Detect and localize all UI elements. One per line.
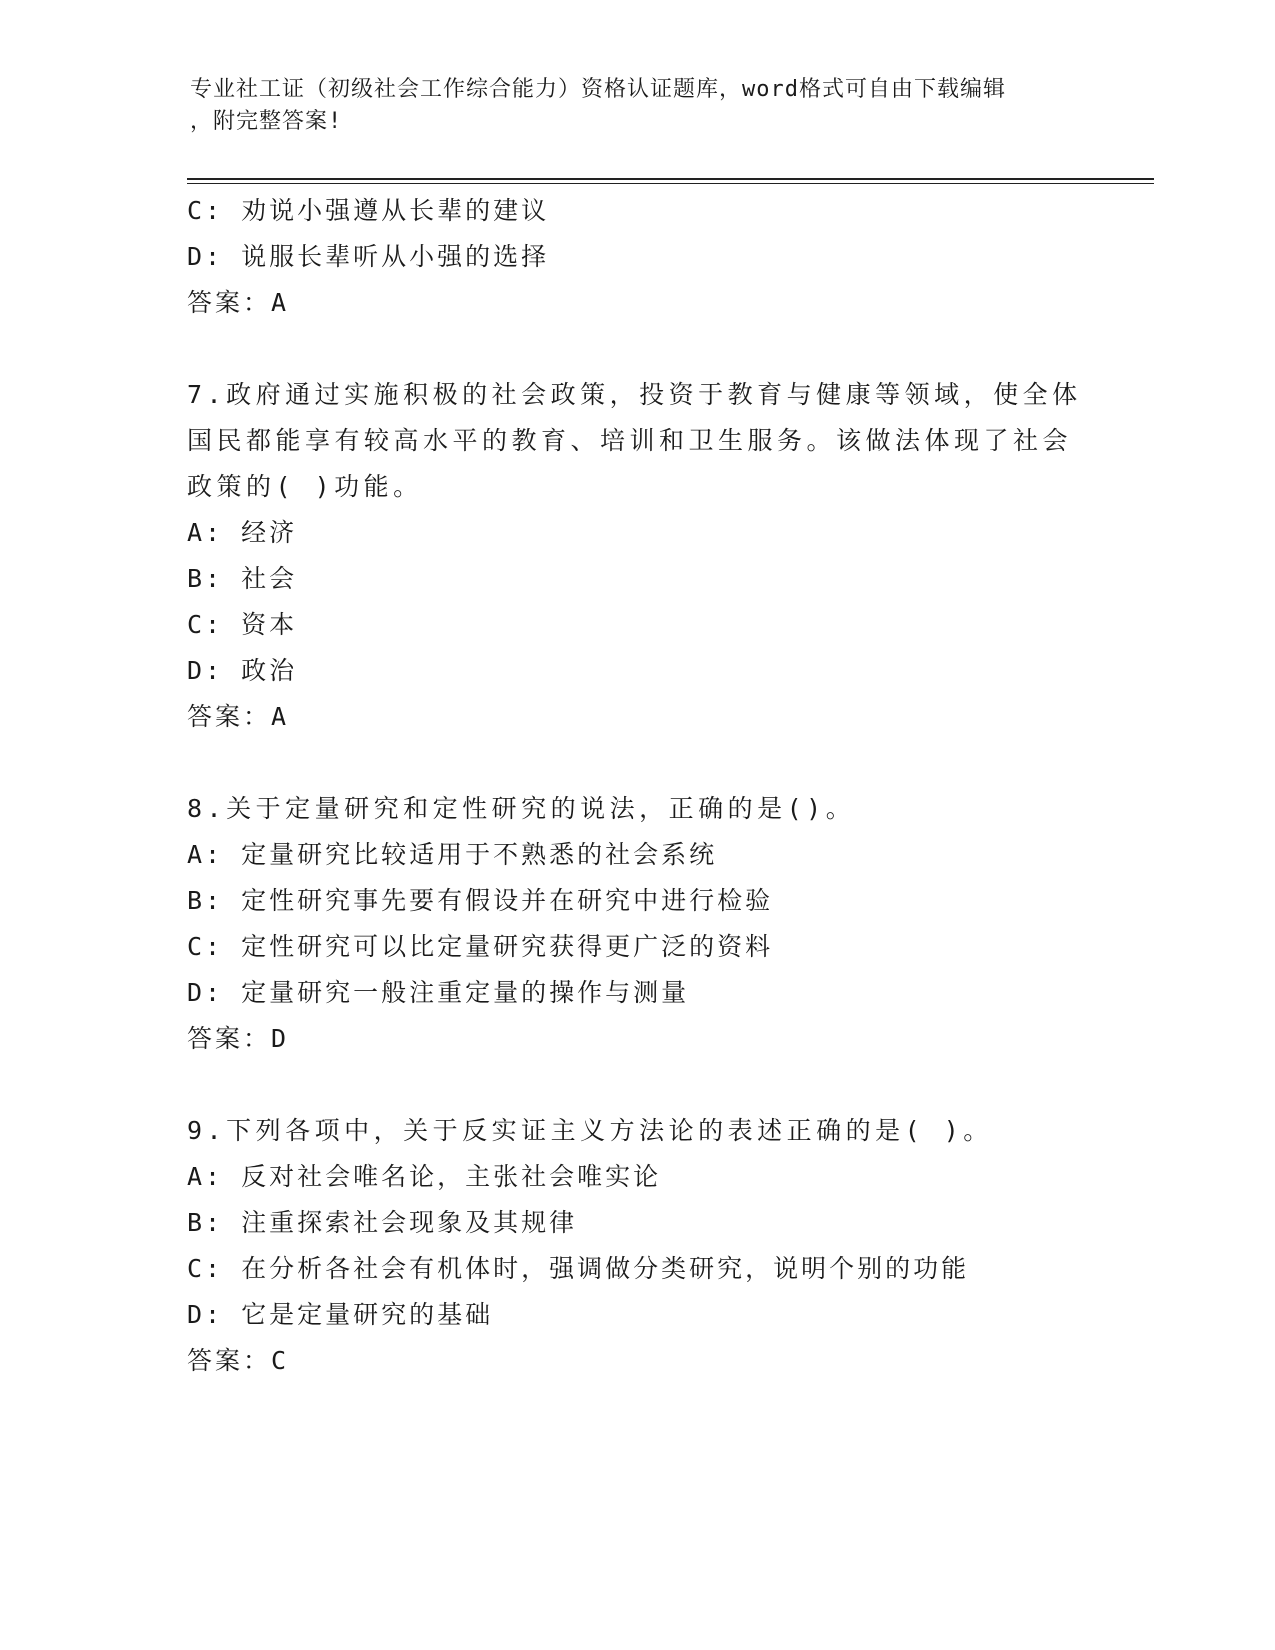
q8-stem-line-1: 8.关于定量研究和定性研究的说法，正确的是()。 [187, 794, 856, 823]
q7-option-a: A: 经济 [187, 518, 298, 547]
q9-stem-line-1: 9.下列各项中，关于反实证主义方法论的表述正确的是( )。 [187, 1116, 993, 1145]
q9-option-c: C: 在分析各社会有机体时，强调做分类研究，说明个别的功能 [187, 1254, 970, 1283]
q9-option-b: B: 注重探索社会现象及其规律 [187, 1208, 578, 1237]
answer-label: 答案： [187, 1346, 272, 1375]
answer-value: C [271, 1346, 290, 1375]
q9-answer [187, 1338, 1087, 1384]
prev-option-d: D: 说服长辈听从小强的选择 [187, 242, 550, 271]
q8-option-c: C: 定性研究可以比定量研究获得更广泛的资料 [187, 932, 774, 961]
q7-option-d: D: 政治 [187, 656, 298, 685]
q7-answer [187, 694, 1087, 740]
q7-stem-line-2: 国民都能享有较高水平的教育、培训和卫生服务。该做法体现了社会 [187, 426, 1073, 455]
header-divider-thick [187, 178, 1154, 180]
answer-value: D [271, 1024, 290, 1053]
q7-stem-line-1: 7.政府通过实施积极的社会政策，投资于教育与健康等领域，使全体 [187, 380, 1082, 409]
q8-option-b: B: 定性研究事先要有假设并在研究中进行检验 [187, 886, 774, 915]
q7-option-b: B: 社会 [187, 564, 298, 593]
q9-option-d: D: 它是定量研究的基础 [187, 1300, 494, 1329]
answer-label: 答案： [187, 1024, 272, 1053]
document-body [187, 188, 1087, 1384]
answer-value: A [271, 702, 290, 731]
prev-option-c: C: 劝说小强遵从长辈的建议 [187, 196, 550, 225]
q9-option-a: A: 反对社会唯名论，主张社会唯实论 [187, 1162, 662, 1191]
spacer [187, 740, 1087, 786]
q7-stem-line-3: 政策的( )功能。 [187, 472, 423, 501]
spacer [187, 326, 1087, 372]
answer-label: 答案： [187, 288, 272, 317]
header-divider-thin [187, 183, 1154, 184]
answer-value: A [271, 288, 290, 317]
q7-option-c: C: 资本 [187, 610, 298, 639]
answer-label: 答案： [187, 702, 272, 731]
header-line-2: ，附完整答案! [190, 109, 343, 134]
q8-option-d: D: 定量研究一般注重定量的操作与测量 [187, 978, 690, 1007]
header-line-1: 专业社工证（初级社会工作综合能力）资格认证题库，word格式可自由下载编辑 [190, 77, 1006, 102]
q8-option-a: A: 定量研究比较适用于不熟悉的社会系统 [187, 840, 718, 869]
document-header [190, 74, 1070, 138]
q8-answer [187, 1016, 1087, 1062]
prev-answer [187, 280, 1087, 326]
spacer [187, 1062, 1087, 1108]
